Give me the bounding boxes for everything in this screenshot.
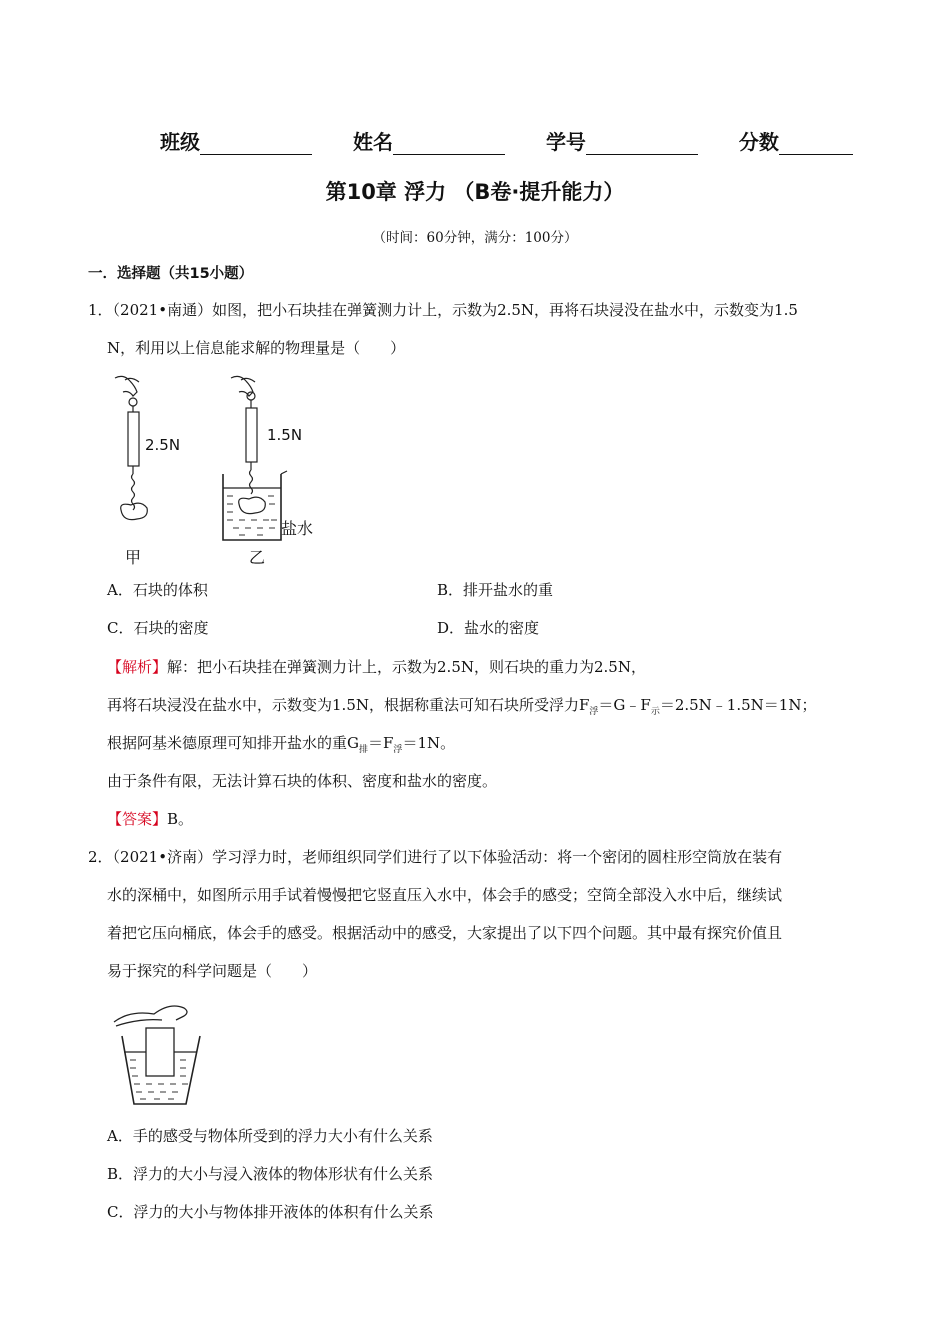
q2-figure [110,998,210,1108]
exam-duration: （时间：60分钟，满分：100分） [372,230,578,246]
reading-saltwater: 1.5N [267,426,303,444]
q1-answer: 【答案】B。 [107,810,194,828]
student-info-header [160,126,853,155]
section-heading: 一．选择题（共15小题） [88,266,254,282]
page-title: 第10章 浮力 （B卷·提升能力） [325,180,625,204]
q1-option-b[interactable]: B．排开盐水的重 [437,581,554,599]
q1-analysis-line4: 由于条件有限，无法计算石块的体积、密度和盐水的密度。 [107,772,498,790]
q1-stem-line1: 1．（2021•南通）如图，把小石块挂在弹簧测力计上，示数为2.5N，再将石块浸没在盐水中，示数变为1.5 [88,301,798,319]
class-blank[interactable] [200,134,312,155]
q1-option-a[interactable]: A．石块的体积 [107,581,208,599]
q1-option-d[interactable]: D．盐水的密度 [437,619,540,637]
q1-analysis-line2: 再将石块浸没在盐水中，示数变为1.5N，根据称重法可知石块所受浮力$F_浮=G﹣F_示=2.5N﹣1.5N=1N$； [107,696,817,717]
caption-yi: 乙 [249,548,266,567]
q1-option-c[interactable]: C．石块的密度 [107,619,209,637]
spring-scale-air [115,376,147,519]
q2-option-b[interactable]: B．浮力的大小与浸入液体的物体形状有什么关系 [107,1165,434,1183]
q1-stem-line2: N，利用以上信息能求解的物理量是（ ） [107,339,406,357]
student-id-blank[interactable] [586,134,698,155]
spring-scale-saltwater [223,376,287,540]
answer-tag: 【答案】 [107,810,168,828]
q2-stem-line4: 易于探究的科学问题是（ ） [107,962,318,980]
q1-analysis-line1: 【解析】解：把小石块挂在弹簧测力计上，示数为2.5N，则石块的重力为2.5N， [107,658,646,676]
q1-figure [105,370,330,568]
score-blank[interactable] [779,134,853,155]
reading-air: 2.5N [145,436,181,454]
q2-stem-line2: 水的深桶中，如图所示用手试着慢慢把它竖直压入水中，体会手的感受；空筒全部没入水中后，继续试 [107,886,783,904]
q2-option-a[interactable]: A．手的感受与物体所受到的浮力大小有什么关系 [107,1127,433,1145]
q2-stem-line1: 2．（2021•济南）学习浮力时，老师组织同学们进行了以下体验活动：将一个密闭的圆柱形空筒放在装有 [88,848,783,866]
class-field: 班级 [160,126,312,155]
student-id-field: 学号 [546,126,698,155]
name-blank[interactable] [393,134,505,155]
q2-option-c[interactable]: C．浮力的大小与物体排开液体的体积有什么关系 [107,1203,434,1221]
name-field: 姓名 [353,126,505,155]
bucket-with-cylinder [114,1006,200,1104]
q1-analysis-line3: 根据阿基米德原理可知排开盐水的重$G_排=F_浮=1N$。 [107,734,456,755]
saltwater-dashes [227,496,277,535]
analysis-tag: 【解析】 [107,658,168,676]
score-field: 分数 [739,126,853,155]
caption-jia: 甲 [125,548,142,567]
label-saltwater: 盐水 [281,519,314,538]
q2-stem-line3: 着把它压向桶底，体会手的感受。根据活动中的感受，大家提出了以下四个问题。其中最有探究价值且 [107,924,783,942]
